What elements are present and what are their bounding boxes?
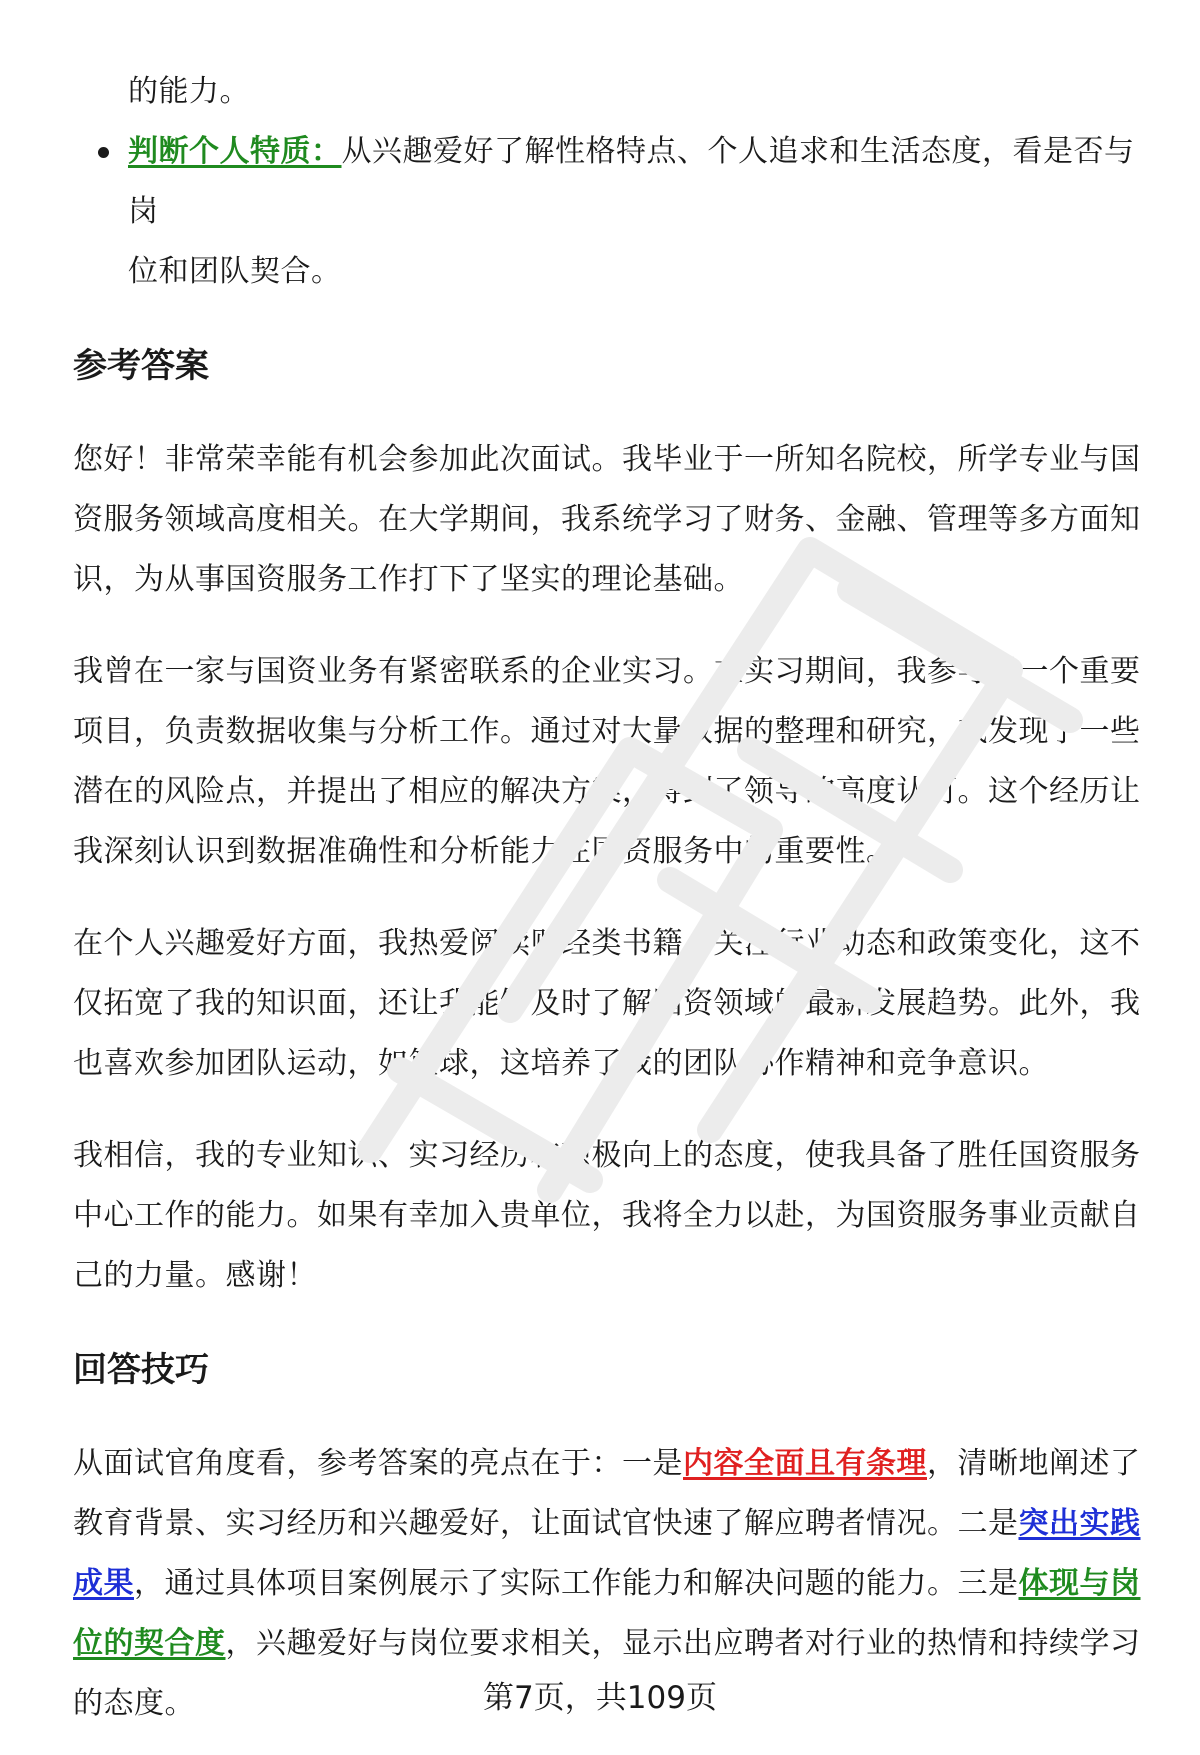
tips-keyword-practice: 突出实践成果: [73, 1506, 1141, 1601]
bullet-continuation: 位和团队契合。: [128, 254, 342, 289]
bullet-keyword: 判断个人特质：: [128, 134, 342, 169]
tips-keyword-comprehensive: 内容全面且有条理: [683, 1446, 927, 1481]
page-footer: 第7页，共109页: [483, 1680, 717, 1716]
bullet-item-personal-traits: [73, 122, 1148, 242]
answer-paragraph-4: 我相信，我的专业知识、实习经历和积极向上的态度，使我具备了胜任国资服务中心工作的能力。如果有幸加入贵单位，我将全力以赴，为国资服务事业贡献自己的力量。感谢！: [73, 1138, 1141, 1293]
bullet-text: 从兴趣爱好了解性格特点、个人追求和生活态度，看是否与岗: [128, 134, 1135, 229]
section-heading-answer: 参考答案: [73, 346, 209, 386]
tips-text-1: 从面试官角度看，参考答案的亮点在于：一是: [73, 1446, 683, 1481]
bullet-dot-icon: [98, 147, 109, 158]
tips-text-2: ，清晰地阐述了教育背景、实习经历和兴趣爱好，让面试官快速了解应聘者情况。二是: [73, 1446, 1141, 1541]
section-heading-tips: 回答技巧: [73, 1350, 209, 1390]
document-page: [73, 62, 1148, 1734]
tips-text-3: ，通过具体项目案例展示了实际工作能力和解决问题的能力。三是: [134, 1566, 1019, 1601]
intro-tail-line: 的能力。: [128, 74, 250, 109]
tips-text-4: ，兴趣爱好与岗位要求相关，显示出应聘者对行业的热情和持续学习的态度。: [73, 1626, 1141, 1721]
bullet-list: [73, 122, 1148, 242]
answer-paragraph-1: 您好！非常荣幸能有机会参加此次面试。我毕业于一所知名院校，所学专业与国资服务领域高度相关。在大学期间，我系统学习了财务、金融、管理等多方面知识，为从事国资服务工作打下了坚实的理论基础。: [73, 442, 1141, 597]
tips-keyword-fit: 体现与岗位的契合度: [73, 1566, 1141, 1661]
answer-paragraph-2: 我曾在一家与国资业务有紧密联系的企业实习。在实习期间，我参与了一个重要项目，负责数据收集与分析工作。通过对大量数据的整理和研究，我发现了一些潜在的风险点，并提出了相应的解决方案，得到了领导的高度认可。这个经历让我深刻认识到数据准确性和分析能力在国资服务中的重要性。: [73, 654, 1141, 869]
answer-paragraph-3: 在个人兴趣爱好方面，我热爱阅读财经类书籍，关注行业动态和政策变化，这不仅拓宽了我的知识面，还让我能够及时了解国资领域的最新发展趋势。此外，我也喜欢参加团队运动，如篮球，这培养了我的团队协作精神和竞争意识。: [73, 926, 1141, 1081]
